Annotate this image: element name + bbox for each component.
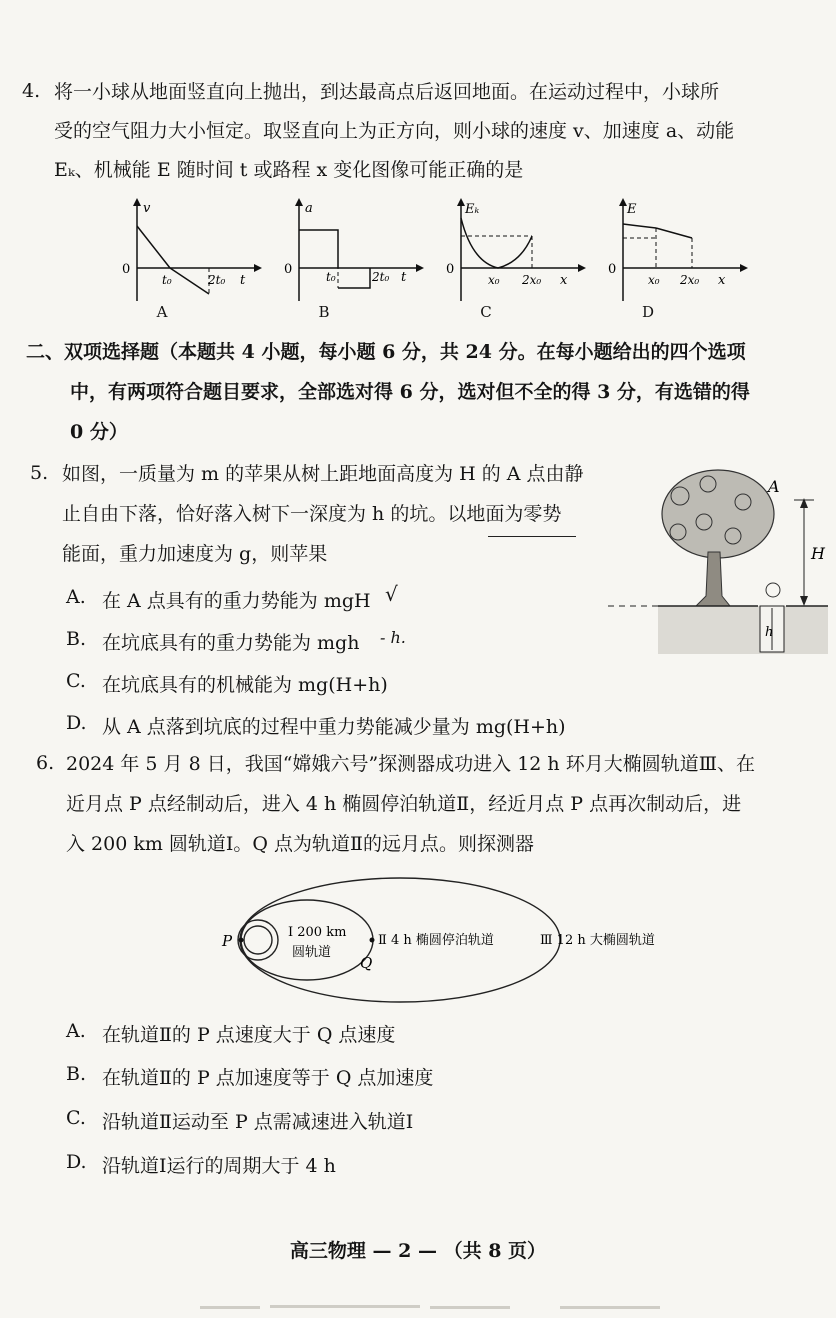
x-arrow [254,264,262,272]
tick1-label: x₀ [648,273,660,287]
q5-line2: 止自由下落，恰好落入树下一深度为 h 的坑。以地面为零势 [62,503,562,525]
origin-label: 0 [446,262,455,277]
point-q-dot [370,938,375,943]
orbit-i-label-2: 圆轨道 [292,945,332,960]
tree-trunk [696,552,730,606]
y-arrow [133,198,141,206]
q4-caption-a: A [156,303,168,321]
scan-artifact [560,1306,660,1309]
ek-curve [461,218,532,268]
falling-apple-icon [766,583,780,597]
e-line-1 [623,224,656,228]
y-label: a [305,201,313,216]
x-label: t [401,270,407,285]
q5-option-d-label: D. [66,712,87,734]
q5-option-c: 在坑底具有的机械能为 mg(H+h) [102,674,388,696]
q4-caption-c: C [480,303,492,321]
origin-label: 0 [122,262,131,277]
x-label: t [240,273,246,288]
q4-caption-b: B [318,303,330,321]
q5-option-b-label: B. [66,628,87,650]
height-label: H [811,544,825,563]
q5-option-d: 从 A 点落到坑底的过程中重力势能减少量为 mg(H+h) [102,716,566,738]
q6-option-a: 在轨道Ⅱ的 P 点速度大于 Q 点速度 [102,1024,396,1046]
orbit-ii [241,900,373,980]
y-label: v [143,201,151,216]
q4-graph-a [112,196,262,304]
q6-orbit-figure [212,874,712,1004]
q6-option-b-label: B. [66,1063,87,1085]
x-label: x [718,273,726,288]
origin-label: 0 [284,262,293,277]
v-line-down [170,268,209,294]
point-q-label: Q [360,954,373,972]
tick1-label: t₀ [326,270,336,284]
scan-artifact [200,1306,260,1309]
section2-line3: 0 分） [70,421,128,443]
q5-line1: 如图，一质量为 m 的苹果从树上距地面高度为 H 的 A 点由静 [62,463,584,485]
tick1-label: t₀ [162,273,172,287]
page-footer: 高三物理 — 2 — （共 8 页） [289,1240,547,1262]
section2-line2: 中，有两项符合题目要求，全部选对得 6 分，选对但不全的得 3 分，有选错的得 [70,381,750,403]
handwritten-note: - h. [380,628,406,647]
v-line-up [137,226,170,268]
a-lower-segment [338,268,370,288]
tick2-label: 2t₀ [372,270,390,284]
tick2-label: 2x₀ [680,273,700,287]
origin-label: 0 [608,262,617,277]
tree-canopy [662,470,774,558]
q4-graph-d [598,196,748,304]
q5-option-b: 在坑底具有的重力势能为 mgh [102,632,360,654]
depth-label: h [765,625,774,640]
q6-option-d-label: D. [66,1151,87,1173]
q5-option-a-label: A. [66,586,86,608]
q5-tree-figure [608,456,830,688]
orbit-i-label: Ⅰ 200 km [288,925,347,940]
tick2-label: 2t₀ [208,273,226,287]
x-arrow [740,264,748,272]
point-p-label: P [222,932,233,950]
q4-graph-c [436,196,586,304]
q5-number: 5. [30,462,49,484]
q4-caption-d: D [641,303,655,321]
a-upper-segment [299,230,338,268]
section2-line1: 二、双项选择题（本题共 4 小题，每小题 6 分，共 24 分。在每小题给出的四个选项 [26,341,746,363]
q6-option-a-label: A. [66,1020,86,1042]
q4-line1: 将一小球从地面竖直向上抛出，到达最高点后返回地面。在运动过程中，小球所 [54,81,720,103]
q4-graph-b [274,196,424,304]
q6-number: 6. [36,752,55,774]
x-arrow [416,264,424,272]
orbit-ii-label: Ⅱ 4 h 椭圆停泊轨道 [378,933,494,948]
y-label: E [627,202,637,217]
q6-line3: 入 200 km 圆轨道Ⅰ。Q 点为轨道Ⅱ的远月点。则探测器 [66,833,534,855]
q6-option-c-label: C. [66,1107,86,1129]
q6-option-d: 沿轨道Ⅰ运行的周期大于 4 h [102,1155,336,1177]
q4-number: 4. [22,80,41,102]
q6-option-c: 沿轨道Ⅱ运动至 P 点需减速进入轨道Ⅰ [102,1111,414,1133]
q5-option-a: 在 A 点具有的重力势能为 mgH [102,590,371,612]
scan-artifact [430,1306,510,1309]
x-arrow [578,264,586,272]
q5-line3: 能面，重力加速度为 g，则苹果 [62,543,328,565]
e-line-2 [656,228,692,238]
orbit-iii-label: Ⅲ 12 h 大椭圆轨道 [540,933,655,948]
y-arrow [457,198,465,206]
y-arrow [295,198,303,206]
pen-underline [488,536,576,537]
q6-line1: 2024 年 5 月 8 日，我国“嫦娥六号”探测器成功进入 12 h 环月大椭圆轨道Ⅲ、在 [66,753,756,775]
q6-line2: 近月点 P 点经制动后，进入 4 h 椭圆停泊轨道Ⅱ，经近月点 P 点再次制动后，进 [66,793,742,815]
q6-option-b: 在轨道Ⅱ的 P 点加速度等于 Q 点加速度 [102,1067,434,1089]
y-arrow [619,198,627,206]
h-arrow-bottom [800,596,808,606]
y-label: Eₖ [465,202,480,217]
moon-icon [244,926,272,954]
soil [658,606,828,654]
handwritten-check: √ [385,582,398,606]
q4-line2: 受的空气阻力大小恒定。取竖直向上为正方向，则小球的速度 v、加速度 a、动能 [54,120,735,142]
q5-option-c-label: C. [66,670,86,692]
point-p-dot [239,938,244,943]
tick2-label: 2x₀ [522,273,542,287]
scan-artifact [270,1305,420,1308]
q4-line3: Eₖ、机械能 E 随时间 t 或路程 x 变化图像可能正确的是 [54,159,524,181]
point-a-label: A [768,477,780,496]
tick1-label: x₀ [488,273,500,287]
x-label: x [560,273,568,288]
